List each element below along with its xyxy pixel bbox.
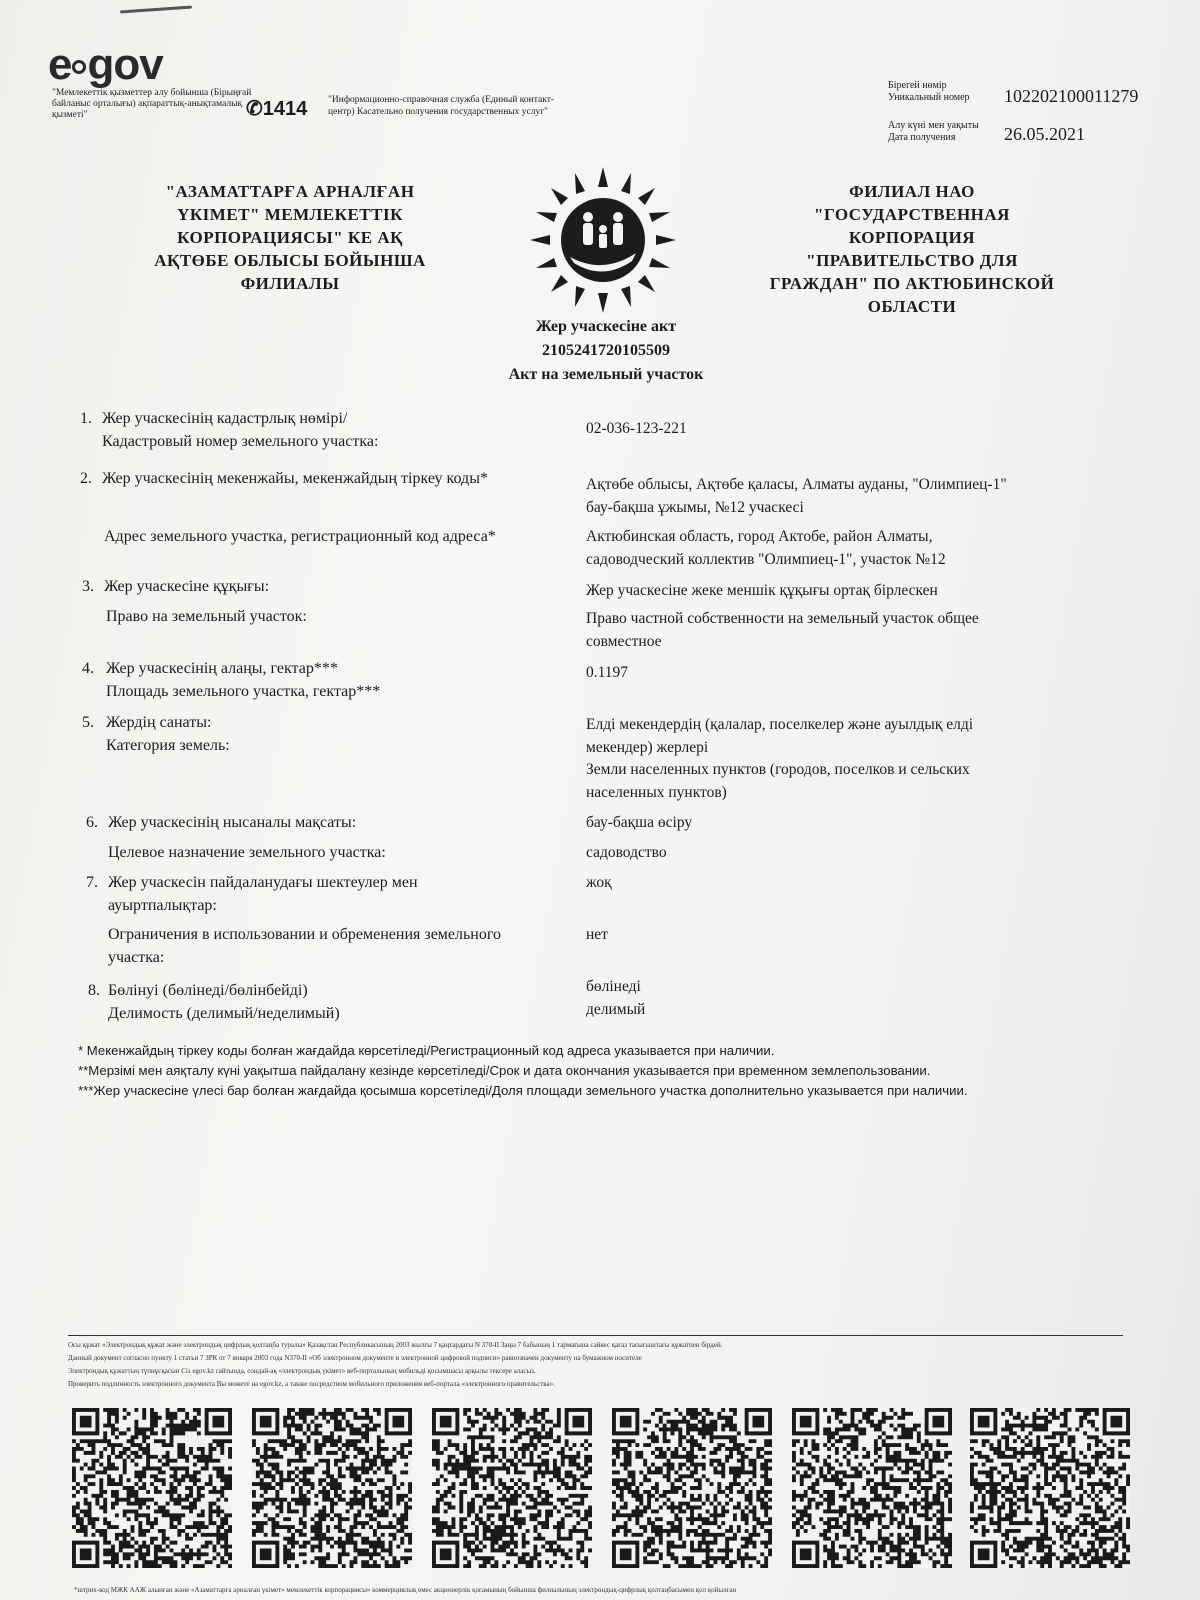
qr-code-icon (610, 1408, 774, 1568)
qr-code-icon (968, 1408, 1132, 1568)
row-number: 5. (82, 714, 94, 731)
area-value: 0.1197 (586, 664, 629, 681)
divisibility-value: бөлінеді делимый (586, 978, 646, 1018)
legal-text: Проверить подлинность электронного документа Вы можете на egov.kz, а также посредством мобильного приложения веб-портала «электронного правительства». (68, 1380, 555, 1388)
row-number: 1. (80, 410, 92, 427)
land-right-value-kz: Жер учаскесіне жеке меншік құқығы ортақ бірлескен (586, 582, 938, 599)
restrictions-value-ru: нет (586, 926, 608, 943)
unique-number-label: Бірегей нөмір Уникальный номер (888, 80, 970, 103)
address-value-ru: Актюбинская область, город Актобе, район Алматы, садоводческий коллектив "Олимпиец-1", участок №12 (586, 528, 946, 568)
land-right-value-ru: Право частной собственности на земельный участок общее совместное (586, 610, 979, 650)
address-value-kz: Ақтөбе облысы, Ақтөбе қаласы, Алматы ауданы, "Олимпиец-1" бау-бақша ұжымы, №12 учаскесі (586, 476, 1007, 516)
egov-logo: e gov (48, 40, 163, 89)
egov-subtitle: "Мемлекеттік қызметтер алу бойынша (Бірыңғай байланыс орталығы) ақпараттық-анықтамалық қызметі" (52, 88, 252, 120)
divisibility-label: Бөлінуі (бөлінеді/бөлінбейді) Делимость (делимый/неделимый) (108, 982, 340, 1022)
cadastral-number-label: Жер учаскесінің кадастрлық нөмірі/ Кадастровый номер земельного участка: (102, 410, 379, 450)
row-number: 4. (82, 660, 94, 677)
area-label: Жер учаскесінің алаңы, гектар*** Площадь земельного участка, гектар*** (106, 660, 381, 700)
organization-name-kz: "АЗАМАТТАРҒА АРНАЛҒАН ҮКІМЕТ" МЕМЛЕКЕТТІК КОРПОРАЦИЯСЫ" КЕ АҚ АҚТӨБЕ ОБЛЫСЫ БОЙЫНША ФИЛИАЛЫ (154, 182, 426, 293)
qr-code-icon (70, 1408, 234, 1568)
unique-number: 102202100011279 (1004, 86, 1139, 106)
receipt-date-label: Алу күні мен уақыты Дата получения (888, 120, 979, 143)
row-number: 8. (88, 982, 100, 999)
footnote: * Мекенжайдың тіркеу коды болған жағдайда көрсетіледі/Регистрационный код адреса указывается при наличии. (78, 1043, 775, 1058)
footer-note: *штрих-код МЖК ААЖ алынған және «Азаматтарға арналған үкімет» мемлекеттік корпорациясы» коммерциялық емес акционерлік қоғамының бойынша филиалының электрондық-цифрлық қолтаңбасымен қол қойылған (74, 1586, 737, 1594)
restrictions-value-kz: жоқ (586, 874, 612, 891)
organization-name-ru: ФИЛИАЛ НАО "ГОСУДАРСТВЕННАЯ КОРПОРАЦИЯ "ПРАВИТЕЛЬСТВО ДЛЯ ГРАЖДАН" ПО АКТЮБИНСКОЙ ОБЛАСТИ (769, 182, 1055, 316)
legal-text: Электрондық құжаттың түпнұсқасын Сіз egov.kz сайтында, сондай-ақ «электрондық үкімет» веб-порталының мобильді қосымшасы арқылы тексере аласыз. (68, 1367, 536, 1375)
act-title-kz: Жер учаскесіне акт (535, 318, 677, 335)
receipt-date: 26.05.2021 (1004, 124, 1085, 144)
footnote: ***Жер учаскесіне үлесі бар болған жағдайда қосымша корсетіледі/Доля площади земельного участка дополнительно указывается при наличии. (78, 1083, 968, 1098)
land-right-label-kz: Жер учаскесіне құқығы: (104, 578, 270, 595)
land-category-value: Елді мекендердің (қалалар, поселкелер және ауылдық елді мекендер) жерлері Земли населенных пунктов (городов, поселков и сельских населенных пунктов) (586, 716, 974, 801)
purpose-label-kz: Жер учаскесінің нысаналы мақсаты: (108, 814, 357, 831)
purpose-value-ru: садоводство (586, 844, 667, 861)
qr-code-icon (430, 1408, 594, 1568)
land-category-label: Жердің санаты: Категория земель: (106, 714, 230, 754)
row-number: 2. (80, 470, 92, 487)
row-number: 7. (86, 874, 98, 891)
legal-text: Осы құжат «Электрондық құжат және электрондық цифрлық қолтаңба туралы» Қазақстан Республикасының 2003 жылғы 7 қаңтардағы N 370-II Заңы 7 бабының 1 тармағына сәйкес қағаз тасығыштағы құжатпен бірдей. (68, 1341, 723, 1349)
phone-icon: ✆ (246, 98, 263, 120)
cadastral-number-value: 02-036-123-221 (586, 420, 687, 437)
phone-number: ✆1414 (246, 98, 308, 120)
qr-code-icon (250, 1408, 414, 1568)
address-label-ru: Адрес земельного участка, регистрационный код адреса* (104, 528, 496, 545)
restrictions-label-ru: Ограничения в использовании и обременения земельного участка: (108, 926, 502, 966)
purpose-label-ru: Целевое назначение земельного участка: (108, 844, 386, 861)
row-number: 3. (82, 578, 94, 595)
restrictions-label-kz: Жер учаскесін пайдаланудағы шектеулер мен ауыртпалықтар: (108, 874, 418, 914)
qr-code-icon (790, 1408, 954, 1568)
legal-text: Данный документ согласно пункту 1 статьи 7 ЗРК от 7 января 2003 года N370-II «Об электронном документе и электронной цифровой подписи» равнозначен документу на бумажном носителе (68, 1354, 642, 1362)
purpose-value-kz: бау-бақша өсіру (586, 814, 693, 831)
row-number: 6. (86, 814, 98, 831)
divider (68, 1335, 1123, 1336)
land-right-label-ru: Право на земельный участок: (106, 608, 307, 625)
act-number: 2105241720105509 (542, 342, 670, 359)
act-title-ru: Акт на земельный участок (508, 366, 704, 383)
staple (120, 5, 192, 13)
address-label-kz: Жер учаскесінің мекенжайы, мекенжайдың тіркеу коды* (102, 470, 488, 487)
phone-subtitle: "Информационно-справочная служба (Единый контакт-центр) Касательно получения государственных услуг" (328, 95, 555, 117)
sun-family-emblem-icon (528, 165, 678, 315)
footnote: **Мерзімі мен аяқталу күні уақытша пайдалану кезінде көрсетіледі/Срок и дата окончания указывается при временном землепользовании. (78, 1063, 931, 1078)
